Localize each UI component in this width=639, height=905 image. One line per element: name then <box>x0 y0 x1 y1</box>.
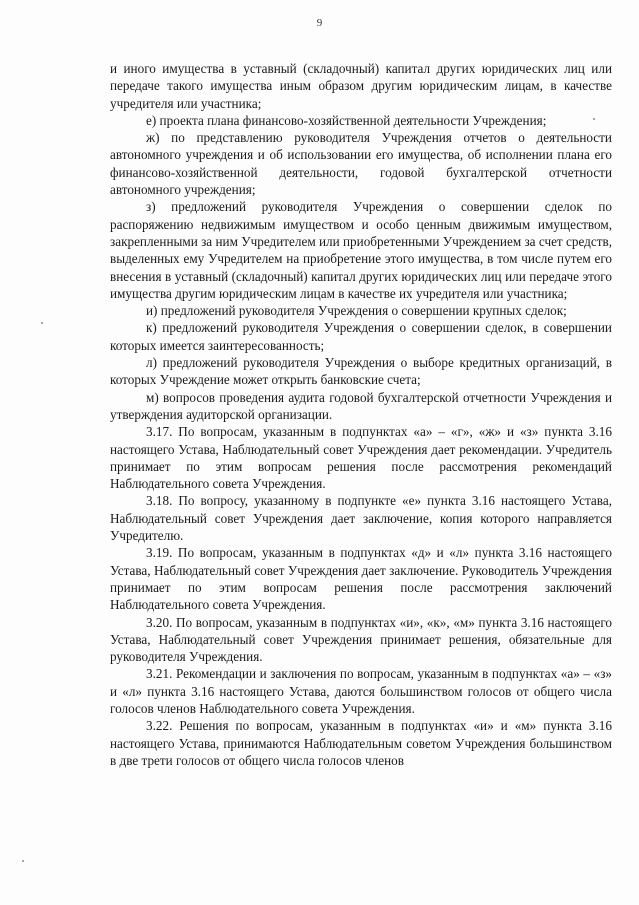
scan-speck <box>41 322 43 324</box>
scan-speck <box>593 118 595 120</box>
paragraph-item-m: м) вопросов проведения аудита годовой бухгалтерской отчетности Учреждения и утверждения аудиторской организации. <box>110 389 612 422</box>
paragraph-3-21: 3.21. Рекомендации и заключения по вопросам, указанным в подпунктах «а» – «з» и «л» пункта 3.16 настоящего Устава, даются большинством голосов от общего числа голосов членов Наблюдательного совета Учреждения. <box>110 666 612 716</box>
paragraph-item-e: е) проекта плана финансово-хозяйственной деятельности Учреждения; <box>146 112 547 128</box>
paragraph-3-22: 3.22. Решения по вопросам, указанным в подпунктах «и» и «м» пункта 3.16 настоящего Устава, принимаются Наблюдательным советом Учреждения большинством в две трети голосов от общего числа голосов членов <box>110 718 612 768</box>
paragraph-item-z: з) предложений руководителя Учреждения о совершении сделок по распоряжению недвижимым имуществом и особо ценным движимым имуществом, закрепленными за ним Учредителем или приобретенными Учреждением за счет средств, выделенных ему Учредителем на приобретение этого имущества, в том числе путем его внесения в уставный (складочный) капитал других юридических лиц или передаче этого имущества другим юридическим лицам в качестве их учредителя или участника; <box>110 199 612 301</box>
paragraph-3-19: 3.19. По вопросам, указанным в подпунктах «д» и «л» пункта 3.16 настоящего Устава, Наблюдательный совет Учреждения дает заключение. Руководитель Учреждения принимает по этим вопросам решения после рассмотрения заключений Наблюдательного совета Учреждения. <box>110 545 612 613</box>
paragraph-continuation: и иного имущества в уставный (складочный) капитал других юридических лиц или передаче такого имущества иным образом другим юридическим лицам, в качестве учредителя или участника; <box>110 61 612 111</box>
scan-speck <box>22 860 24 862</box>
paragraph-item-k: к) предложений руководителя Учреждения о совершении сделок, в совершении которых имеется заинтересованность; <box>110 320 612 353</box>
paragraph-3-18: 3.18. По вопросу, указанному в подпункте «е» пункта 3.16 настоящего Устава, Наблюдательный совет Учреждения дает заключение, копия которого направляется Учредителю. <box>110 493 612 544</box>
page-number: 9 <box>316 17 323 29</box>
paragraph-3-17: 3.17. По вопросам, указанным в подпунктах «а» – «г», «ж» и «з» пункта 3.16 настоящего Устава, Наблюдательный совет Учреждения дает рекомендации. Учредитель принимает по этим вопросам решения после рассмотрения рекомендаций Наблюдательного совета Учреждения. <box>110 424 612 492</box>
paragraph-3-20: 3.20. По вопросам, указанным в подпунктах «и», «к», «м» пункта 3.16 настоящего Устава, Наблюдательный совет Учреждения принимает решения, обязательные для руководителя Учреждения. <box>110 614 612 665</box>
paragraph-item-l: л) предложений руководителя Учреждения о выборе кредитных организаций, в которых Учреждение может открыть банковские счета; <box>110 355 612 388</box>
paragraph-item-i: и) предложений руководителя Учреждения о совершении крупных сделок; <box>146 303 567 319</box>
document-body <box>110 60 612 769</box>
paragraph-item-zh: ж) по представлению руководителя Учреждения отчетов о деятельности автономного учреждения и об использовании его имущества, об исполнении плана его финансово-хозяйственной деятельности, годовой бухгалтерской отчетности автономного учреждения; <box>110 130 612 198</box>
